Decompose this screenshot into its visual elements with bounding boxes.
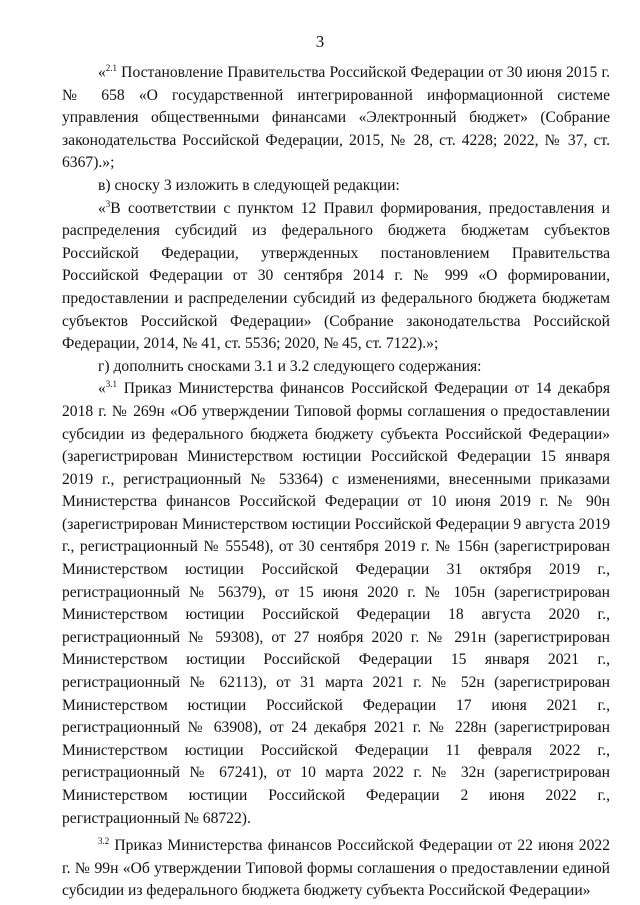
footnote-marker: 3.1 — [105, 379, 118, 390]
footnote-3-1-paragraph: «$^{3.1}$ Приказ Министерства финансов Российской Федерации от 14 декабря 2018 г. № 269н «Об утверждении Типовой формы соглашения о предоставлении субсидии из федерального бюджета бюджету субъекта Российской Федерации» (зарегистрирован Министерством юстиции Российской Федерации 15 января 2019 г., регистрационный № 53364) с изменениями, внесенными приказами Министерства финансов Российской Федерации от 10 июня 2019 г. № 90н (зарегистрирован Министерством юстиции Российской Федерации 9 августа 2019 г., регистрационный № 55548), от 30 сентября 2019 г. № 156н (зарегистрирован Министерством юстиции Российской Федерации 31 октября 2019 г., регистрационный № 56379), от 15 июня 2020 г. № 105н (зарегистрирован Министерством юстиции Российской Федерации 18 августа 2020 г., регистрационный № 59308), от 27 ноября 2020 г. № 291н (зарегистрирован Министерством юстиции Российской Федерации 15 января 2021 г., регистрационный № 62113), от 31 марта 2021 г. № 52н (зарегистрирован Министерством юстиции Российской Федерации 17 июня 2021 г., регистрационный № 63908), от 24 декабря 2021 г. № 228н (зарегистрирован Министерством юстиции Российской Федерации 11 февраля 2022 г., регистрационный № 67241), от 10 марта 2022 г. № 32н (зарегистрирован Министерством юстиции Российской Федерации 2 июня 2022 г., регистрационный № 68722). — [62, 379, 610, 827]
footnote-2-1-paragraph: «$^{2.1}$ Постановление Правительства Российской Федерации от 30 июня 2015 г. № 658 «О государственной интегрированной информационной системе управления общественными финансами «Электронный бюджет» (Собрание законодательства Российской Федерации, 2015, № 28, ст. 4228; 2022, № 37, ст. 6367).»; — [62, 62, 610, 172]
footnote-3-2-paragraph: $^{3.2}$ Приказ Министерства финансов Российской Федерации от 22 июня 2022 г. № 99н «Об утверждении Типовой формы соглашения о предоставлении единой субсидии из федерального бюджета бюджету субъекта Российской Федерации» — [62, 836, 610, 900]
page-number: 3 — [315, 32, 325, 51]
footnote-marker: 2.1 — [105, 62, 118, 73]
footnote-marker: 3 — [105, 198, 111, 209]
footnote-marker: 3.2 — [98, 836, 110, 846]
instruction-paragraph: г) дополнить сносками 3.1 и 3.2 следующего содержания: — [98, 357, 482, 375]
footnote-3-paragraph: «$^3$В соответствии с пунктом 12 Правил формирования, предоставления и распределения субсидий из федерального бюджета бюджетам субъектов Российской Федерации, утвержденных постановлением Правительства Российской Федерации от 30 сентября 2014 г. № 999 «О формировании, предоставлении и распределении субсидий из федерального бюджета бюджетам субъектов Российской Федерации» (Собрание законодательства Российской Федерации, 2014, № 41, ст. 5536; 2020, № 45, ст. 7122).»; — [62, 198, 610, 353]
instruction-paragraph: в) сноску 3 изложить в следующей редакции: — [98, 176, 400, 194]
document-body — [62, 62, 610, 903]
